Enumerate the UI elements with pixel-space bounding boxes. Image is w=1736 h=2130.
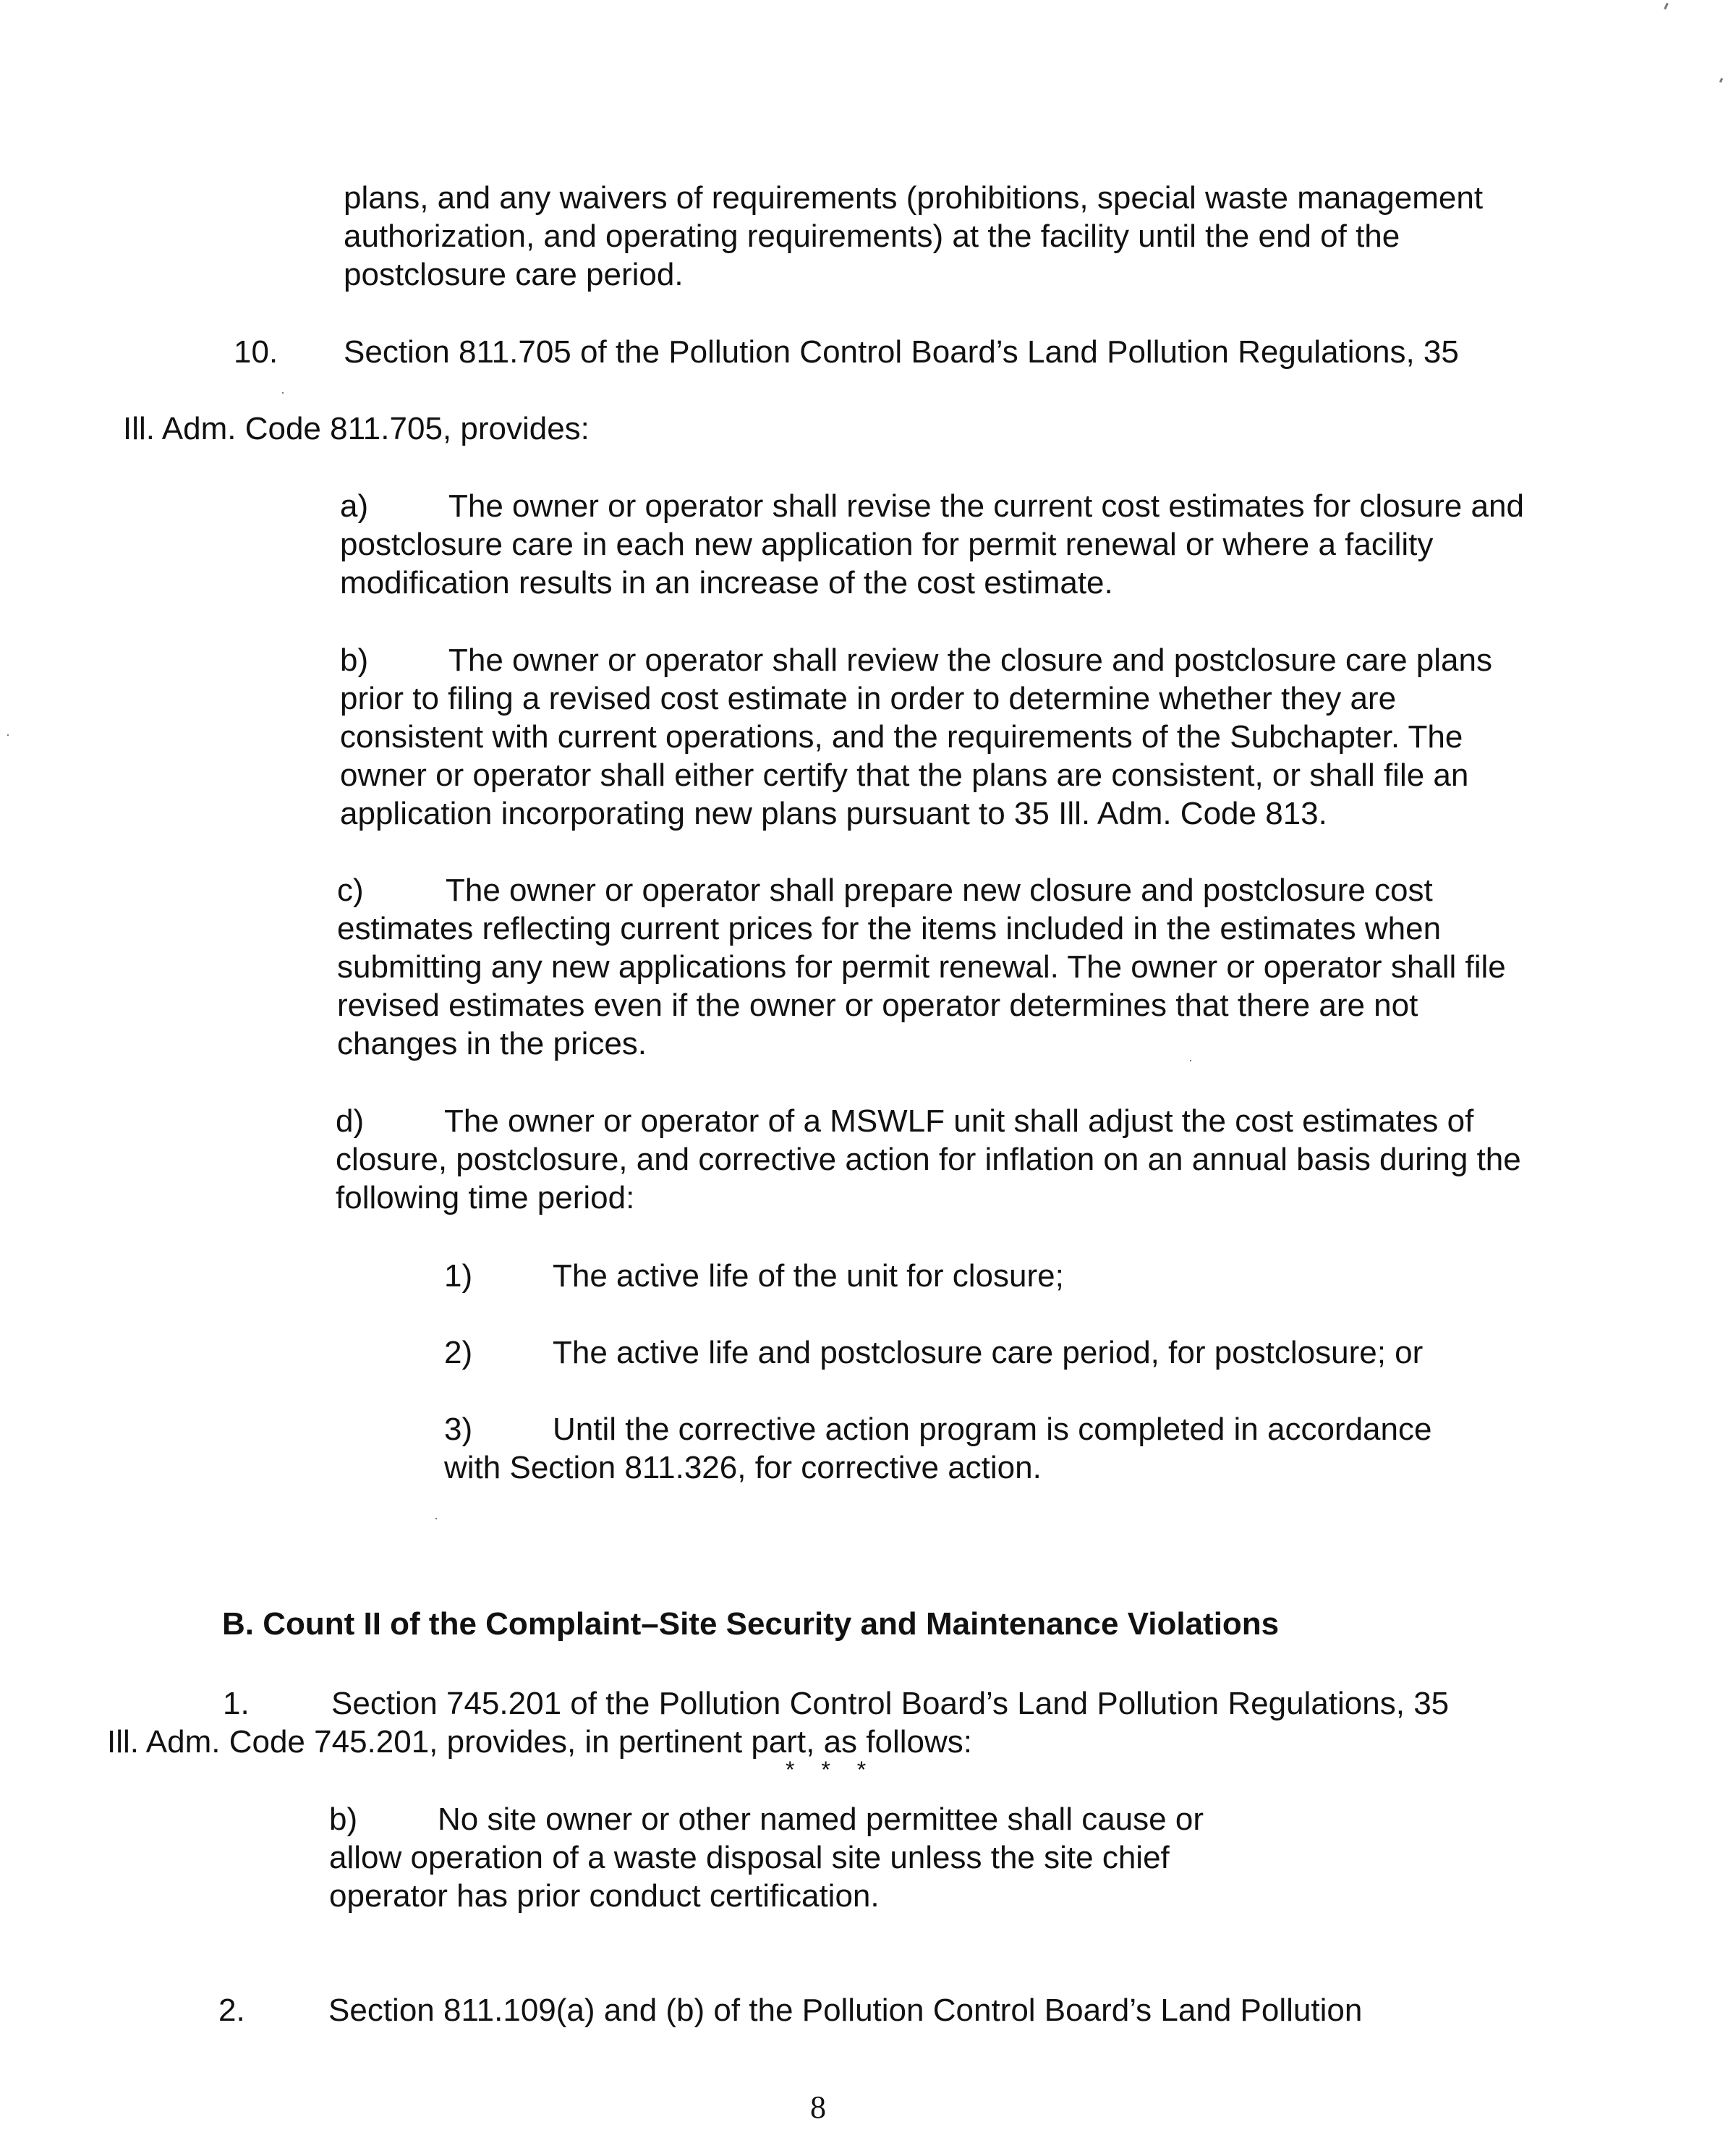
subsection-label: c) bbox=[337, 873, 364, 908]
subsection-label: d) bbox=[336, 1103, 365, 1139]
subsection-label: b) bbox=[329, 1802, 358, 1837]
subsection-a bbox=[340, 487, 1533, 602]
subsection-label: a) bbox=[340, 488, 369, 524]
scan-speck bbox=[435, 1518, 437, 1519]
scan-speck bbox=[1190, 1060, 1191, 1061]
section-heading: B. Count II of the Complaint–Site Security and Maintenance Violations bbox=[222, 1606, 1280, 1642]
list-item-text: The active life of the unit for closure; bbox=[553, 1258, 1064, 1294]
list-item-text: The active life and postclosure care period, for postclosure; or bbox=[553, 1335, 1424, 1370]
scan-speck bbox=[1664, 3, 1669, 9]
paragraph-10-continued: Ill. Adm. Code 811.705, provides: bbox=[123, 411, 590, 446]
subsection-label: b) bbox=[340, 642, 369, 678]
subsection-text: The owner or operator shall review the closure and postclosure care plans prior to filing a revised cost estimate in order to determine whether they are consistent with current operations, and the requirements of the Subchapter. The owner or operator shall either certify that the plans are consistent, or shall file an application incorporating new plans pursuant to 35 Ill. Adm. Code 813. bbox=[340, 642, 1492, 831]
paragraph-text: Section 811.109(a) and (b) of the Pollution Control Board’s Land Pollution bbox=[328, 1993, 1363, 2028]
list-item-label: 1) bbox=[444, 1258, 473, 1294]
subsection-text: The owner or operator shall prepare new closure and postclosure cost estimates reflecting current prices for the items included in the estimates when submitting any new applications for permit renewal. The owner or operator shall file revised estimates even if the owner or operator determines that there are not changes in the prices. bbox=[337, 873, 1506, 1061]
subsection-b bbox=[340, 641, 1533, 833]
list-item-text: Until the corrective action program is completed in accordance with Section 811.326, for corrective action. bbox=[444, 1412, 1432, 1485]
subsection-text: The owner or operator shall revise the current cost estimates for closure and postclosure care in each new application for permit renewal or where a facility modification results in an increase of the cost estimate. bbox=[340, 488, 1524, 601]
paragraph-text: Section 811.705 of the Pollution Control Board’s Land Pollution Regulations, 35 bbox=[344, 334, 1459, 370]
list-item-1 bbox=[444, 1257, 1529, 1295]
scan-speck bbox=[7, 734, 9, 736]
paragraph-number: 2. bbox=[218, 1993, 245, 2028]
list-item-label: 3) bbox=[444, 1412, 473, 1447]
paragraph-number: 10. bbox=[234, 334, 278, 370]
paragraph-1 bbox=[223, 1684, 1525, 1723]
subsection-c bbox=[337, 871, 1538, 1063]
paragraph-1-continued: Ill. Adm. Code 745.201, provides, in pertinent part, as follows: bbox=[107, 1724, 972, 1760]
paragraph-number: 1. bbox=[223, 1686, 250, 1721]
list-item-3 bbox=[444, 1410, 1493, 1487]
scan-speck bbox=[282, 392, 284, 394]
subsection-text: The owner or operator of a MSWLF unit shall adjust the cost estimates of closure, postclosure, and corrective action for inflation on an annual basis during the following time period: bbox=[336, 1103, 1521, 1215]
paragraph-10 bbox=[234, 333, 1536, 371]
subsection-text: No site owner or other named permittee shall cause or allow operation of a waste disposal site unless the site chief operator has prior conduct certification. bbox=[329, 1802, 1204, 1914]
ellipsis-stars: * * * bbox=[786, 1757, 877, 1783]
subsection-d bbox=[336, 1102, 1536, 1217]
list-item-2 bbox=[444, 1333, 1529, 1372]
paragraph-text: Section 745.201 of the Pollution Control Board’s Land Pollution Regulations, 35 bbox=[331, 1686, 1450, 1721]
page-number: 8 bbox=[810, 2089, 826, 2125]
subsection-b-745 bbox=[329, 1800, 1269, 1915]
list-item-label: 2) bbox=[444, 1335, 473, 1370]
paragraph-2 bbox=[218, 1991, 1520, 2029]
scan-speck bbox=[1719, 78, 1723, 83]
continuation-paragraph: plans, and any waivers of requirements (prohibitions, special waste management authorization, and operating requirements) at the facility until the end of the postclosure care period. bbox=[344, 180, 1484, 292]
